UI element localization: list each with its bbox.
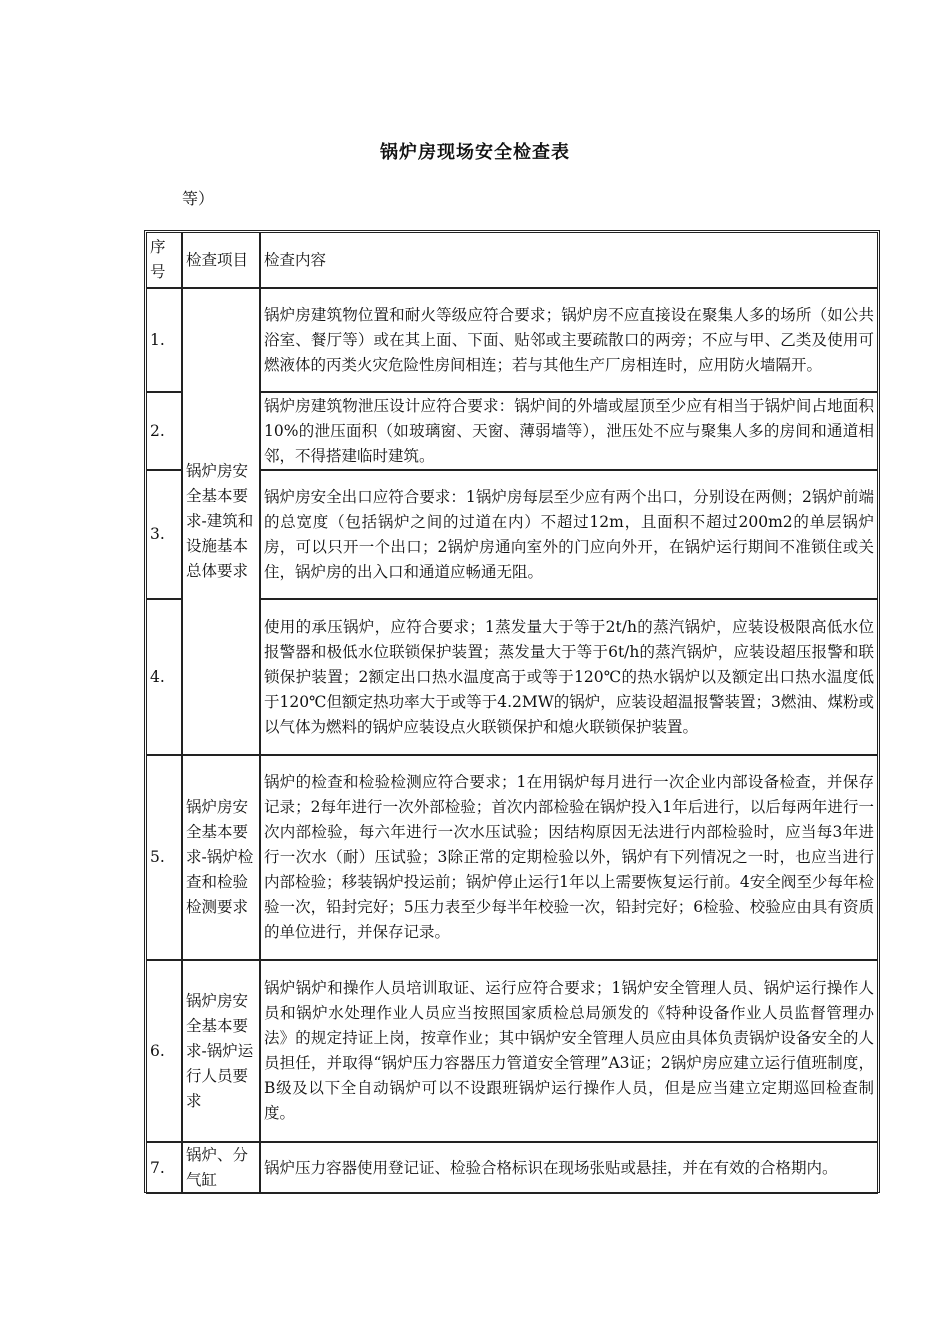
row-item: 锅炉房安全基本要求-锅炉检查和检验检测要求	[182, 755, 260, 960]
row-content: 锅炉的检查和检验检测应符合要求；1在用锅炉每月进行一次企业内部设备检查，并保存记录；2每年进行一次外部检验；首次内部检验在锅炉投入1年后进行，以后每两年进行一次内部检验，每六年进行一次水压试验；因结构原因无法进行内部检验时，应当每3年进行一次水（耐）压试验；3除正常的定期检验以外，锅炉有下列情况之一时，也应当进行内部检验；移装锅炉投运前；锅炉停止运行1年以上需要恢复运行前。4安全阀至少每年检验一次，铅封完好；5压力表至少每半年校验一次，铅封完好；6检验、校验应由具有资质的单位进行，并保存记录。	[260, 755, 878, 960]
row-content: 锅炉房建筑物位置和耐火等级应符合要求；锅炉房不应直接设在聚集人多的场所（如公共浴室、餐厅等）或在其上面、下面、贴邻或主要疏散口的两旁；不应与甲、乙类及使用可燃液体的丙类火灾危险性房间相连；若与其他生产厂房相连时，应用防火墙隔开。	[260, 288, 878, 392]
row-seq: 3.	[146, 470, 182, 599]
row-content: 锅炉压力容器使用登记证、检验合格标识在现场张贴或悬挂，并在有效的合格期内。	[260, 1142, 878, 1194]
row-item: 锅炉、分气缸	[182, 1142, 260, 1194]
row-item: 锅炉房安全基本要求-建筑和设施基本总体要求	[182, 288, 260, 755]
row-content: 锅炉锅炉和操作人员培训取证、运行应符合要求；1锅炉安全管理人员、锅炉运行操作人员和锅炉水处理作业人员应当按照国家质检总局颁发的《特种设备作业人员监督管理办法》的规定持证上岗，按章作业；其中锅炉安全管理人员应由具体负责锅炉设备安全的人员担任，并取得“锅炉压力容器压力管道安全管理”A3证；2锅炉房应建立运行值班制度，B级及以下全自动锅炉可以不设跟班锅炉运行操作人员，但是应当建立定期巡回检查制度。	[260, 960, 878, 1142]
header-content: 检查内容	[260, 232, 878, 288]
row-seq: 7.	[146, 1142, 182, 1194]
row-item: 锅炉房安全基本要求-锅炉运行人员要求	[182, 960, 260, 1142]
row-seq: 4.	[146, 599, 182, 755]
table-row	[146, 960, 878, 1142]
header-item: 检查项目	[182, 232, 260, 288]
row-content: 使用的承压锅炉，应符合要求；1蒸发量大于等于2t/h的蒸汽锅炉，应装设极限高低水位报警器和极低水位联锁保护装置；蒸发量大于等于6t/h的蒸汽锅炉，应装设超压报警和联锁保护装置；2额定出口热水温度高于或等于120℃的热水锅炉以及额定出口热水温度低于120℃但额定热功率大于或等于4.2MW的锅炉，应装设超温报警装置；3燃油、煤粉或以气体为燃料的锅炉应装设点火联锁保护和熄火联锁保护装置。	[260, 599, 878, 755]
row-seq: 6.	[146, 960, 182, 1142]
row-seq: 1.	[146, 288, 182, 392]
row-content: 锅炉房建筑物泄压设计应符合要求：锅炉间的外墙或屋顶至少应有相当于锅炉间占地面积10%的泄压面积（如玻璃窗、天窗、薄弱墙等），泄压处不应与聚集人多的房间和通道相邻，不得搭建临时建筑。	[260, 392, 878, 470]
table-header-row	[146, 232, 878, 288]
table-row	[146, 288, 878, 392]
header-seq: 序号	[146, 232, 182, 288]
row-content: 锅炉房安全出口应符合要求：1锅炉房每层至少应有两个出口，分别设在两侧；2锅炉前端的总宽度（包括锅炉之间的过道在内）不超过12m，且面积不超过200m2的单层锅炉房，可以只开一个出口；2锅炉房通向室外的门应向外开，在锅炉运行期间不准锁住或关住，锅炉房的出入口和通道应畅通无阻。	[260, 470, 878, 599]
row-seq: 5.	[146, 755, 182, 960]
document-title: 锅炉房现场安全检查表	[380, 142, 570, 163]
table-row	[146, 1142, 878, 1194]
inspection-table	[146, 232, 878, 1194]
table-row	[146, 755, 878, 960]
row-seq: 2.	[146, 392, 182, 470]
inspection-table-frame	[144, 230, 880, 1193]
document-note: 等）	[182, 189, 215, 208]
